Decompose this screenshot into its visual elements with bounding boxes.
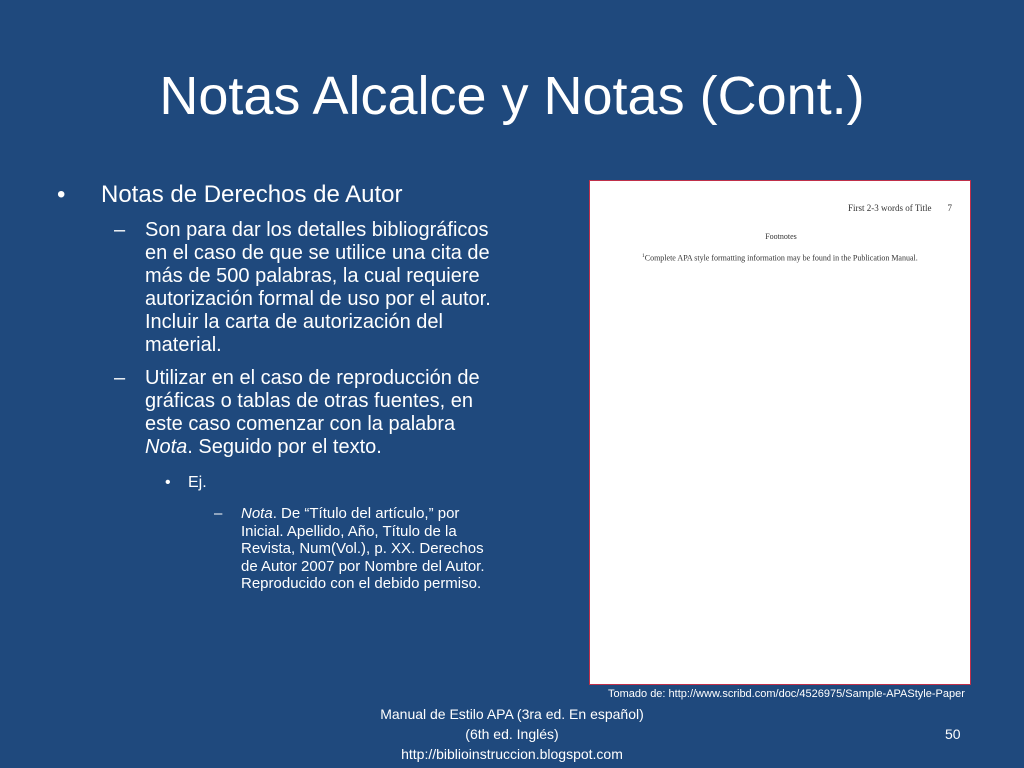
footnote-text: Complete APA style formatting information may be found in the Publication Manual. <box>644 253 918 263</box>
dash-marker: – <box>114 219 126 241</box>
dash-marker: – <box>114 367 126 389</box>
footer-line: (6th ed. Inglés) <box>465 726 559 742</box>
bullet-level1 <box>57 180 497 209</box>
page-number: 7 <box>947 203 953 213</box>
sub-bullet-text: Utilizar en el caso de reproducción de gráficas o tablas de otras fuentes, en este caso comenzar con la palabra <box>145 367 480 435</box>
footnote-marker: 1 <box>642 253 645 259</box>
bullet-marker: • <box>165 474 171 491</box>
slide-content <box>57 180 497 593</box>
slide-footer <box>342 704 682 764</box>
bullet-level2 <box>114 367 497 459</box>
footnotes-heading: Footnotes <box>765 232 797 241</box>
running-head <box>848 203 952 213</box>
sample-paper-image <box>589 180 971 685</box>
footer-link: http://biblioinstruccion.blogspot.com <box>401 746 623 762</box>
footnote <box>642 253 918 263</box>
example-text: . De “Título del artículo,” por Inicial. Apellido, Año, Título de la Revista, Num(Vol.), p. XX. Derechos de Autor 2007 por Nombre del Autor. Reproducido con el debido permiso. <box>241 505 485 592</box>
dash-marker: – <box>214 505 223 522</box>
source-caption: Tomado de: http://www.scribd.com/doc/4526975/Sample-APAStyle-Paper <box>608 688 965 700</box>
bullet-level3 <box>165 473 497 493</box>
slide-title: Notas Alcalce y Notas (Cont.) <box>159 66 865 126</box>
bullet-text: Notas de Derechos de Autor <box>101 181 403 208</box>
running-head-text: First 2-3 words of Title <box>848 203 932 213</box>
bullet-level4 <box>214 505 497 593</box>
bullet-marker: • <box>57 181 66 208</box>
bullet-level2 <box>114 219 497 357</box>
nota-italic: Nota <box>145 436 188 458</box>
footer-line: Manual de Estilo APA (3ra ed. En español) <box>380 706 644 722</box>
sub-bullet-text: Son para dar los detalles bibliográficos en el caso de que se utilice una cita de más de 500 palabras, la cual requiere autorización formal de uso por el autor. Incluir la carta de autorización del material. <box>145 219 491 356</box>
sub-bullet-tail: . Seguido por el texto. <box>187 436 382 458</box>
example-label: Ej. <box>188 474 207 491</box>
slide-number: 50 <box>945 726 961 742</box>
nota-italic: Nota <box>241 505 273 522</box>
